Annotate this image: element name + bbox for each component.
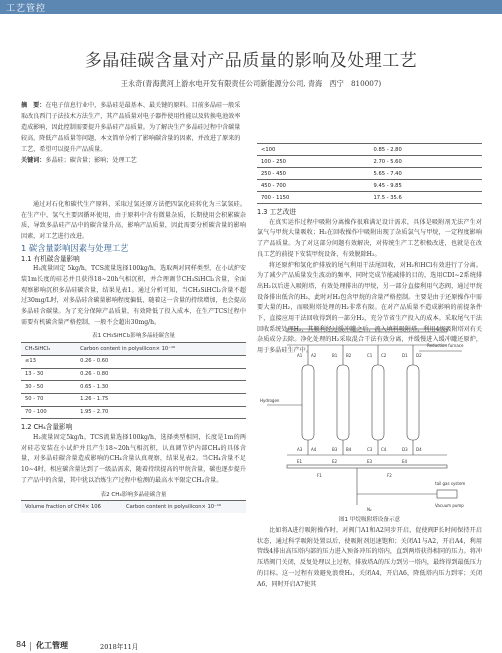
right-column-lower <box>257 526 482 590</box>
abstract-label: 摘 要： <box>21 102 46 109</box>
bottom-pipe <box>287 465 447 468</box>
table-row <box>257 144 482 156</box>
intro-paragraph: 通过对石化和碳代生产原料，采取过氢还原方法把四氯化硅转化为三氯氢硅。在生产中，氢气主要因循环使用，由于原料中含有微量杂质，长期使用会积累碳杂质，导致多晶硅产品中的碳含量升高，影响产品质量，因此需要分析碳含量的影响因素，对工艺进行改进。 <box>21 201 246 241</box>
section-tag: 工艺管控 <box>6 4 47 14</box>
table-2-header-row <box>21 500 246 513</box>
figure-explanation-paragraph: 比如将A进行吸附操作时，对阀门A1和A2同步开启，促使阀F长时间保持开启状态，通过科学吸附处置以后，使吸附剂迅速饱和；关闭A1与A2，开启A4，利用管线4排出高压塔内部的压力进入预备冲压的塔内，直到两塔获得相同的压力。将冲压塔阀门关闭，反复处理以上过程，排放塔A的压力到另一塔内，最终得到最低压力的目标。这一过程有效避免浪费H₂，关闭A4，开启A6，降低塔内压力到零；关闭A6，同时开启A7使其 <box>257 527 482 588</box>
valve-label: C3 <box>367 447 373 452</box>
table-row <box>21 368 246 381</box>
valve-label: D2 <box>416 353 422 358</box>
valve-label: B4 <box>346 447 352 452</box>
section-1-3-heading: 1.3 工艺改进 <box>257 208 296 216</box>
valve-label: A4 <box>311 447 317 452</box>
table-cell: 450 - 700 <box>257 180 370 192</box>
table-2-continued <box>257 143 482 204</box>
table-2-caption: 表2 CH₄影响多晶硅碳含量 <box>100 491 167 498</box>
issue-date: 2018年11月 <box>100 643 139 651</box>
table-1-caption: 表1 CH₃SiHCl₂影响多晶硅碳含量 <box>91 333 176 340</box>
figure-1-caption: 图1 甲烷吸附塔设备示意 <box>338 517 401 523</box>
hydrogen-label: Hydrogen <box>260 398 280 403</box>
table-cell: 9.45 - 9.85 <box>370 180 483 192</box>
valve-label: D1 <box>402 353 408 358</box>
table-1-header: Carbon content in polysilicon× 10⁻¹⁶ <box>76 343 246 356</box>
table-cell: 70 - 100 <box>21 406 76 419</box>
left-column <box>21 200 246 513</box>
valve-label: B1 <box>332 353 338 358</box>
author-line: 王永奇(青海黄河上游水电开发有限责任公司新能源分公司, 青海 西宁 810007) <box>120 79 382 88</box>
section-1-1-paragraph: H₂流量固定 5kg/h，TCS流量选择100kg/h，选取两对同样类型，在小试炉安装1m长度的硅芯并且获得18~20h气相沉积，并合理调节CH₃SiHCl₂含量，全面观察影响沉积多晶硅碳含量，结果见表1。通过分析可知，当CH₃SiHCl₂含量不超过30mg/L时，对多晶硅含碳量影响程度偏低，随着这一含量的持续增加，也会提高多晶硅含碳量。为了充分保障产品质量，有效降低了投入成本，在生产TCS过程中需要有机碳含量严格控制，一般不会超出30mg/h。 <box>21 265 246 326</box>
table-1-header: CH₃SiHCl₂ <box>21 343 76 356</box>
table-cell: 0.26 - 0.60 <box>76 355 246 368</box>
section-1-3-paragraph-b: 将还原炉和氢化炉排放的尾气利用干法尾回收，对H₂和HCl有效进行了分离。为了减少产品质量发生波动的频率，同时完成节能减排的目的，选用CDI~2系统排出H₂以后进入吸附塔，有效处理排出的甲烷，另一部分直接利用气态阀，通过甲烷设备排出低含的H₂，此时对H₂包含甲烷的含量严格控制。主要是由于还原操作中需要大量的H₂，而吸附塔处理的H₂非常有限。在对产品质量不造成影响的前提条件下，直接应用干法回收得到的一部分H₂，充分节省生产投入的成本。采取尾气干法回收系统处理H₂，其顺利经过缓冲罐之后，流入填料吸附塔，利用4级吸附塔对有关杂质成分去除。净化处理的H₂采取混合干法有效分离，并缓慢进入缓冲罐还原炉，用于多晶硅生产中。 <box>257 261 482 355</box>
table-cell: 50 - 70 <box>21 393 76 406</box>
table-cell: 2.70 - 5.60 <box>370 156 483 168</box>
vacuum-pump-label: Vacuum pump <box>435 503 464 508</box>
keywords-label: 关键词： <box>21 156 46 164</box>
table-cell: 700 - 1150 <box>257 192 370 204</box>
valve-label: A2 <box>311 353 317 358</box>
footer-divider <box>30 642 31 651</box>
table-cell: 1.95 - 2.70 <box>76 406 246 419</box>
valve-label: C1 <box>367 353 373 358</box>
n2-label: N₂ <box>367 507 372 512</box>
valve-label: E1 <box>297 459 303 464</box>
table-cell: 0.65 - 1.30 <box>76 381 246 394</box>
table-row <box>21 381 246 394</box>
table-cell: 30 - 50 <box>21 381 76 394</box>
table-cell: 5.65 - 7.40 <box>370 168 483 180</box>
page-number: 84 <box>16 640 27 649</box>
valve-label: D3 <box>402 447 408 452</box>
journal-logo: 化工管理 <box>36 641 68 650</box>
valve-label: C4 <box>381 447 387 452</box>
table-row <box>21 355 246 368</box>
valve-label: B3 <box>332 447 338 452</box>
table-row <box>257 156 482 168</box>
valve-label: F1 <box>317 473 322 478</box>
valve-label: A3 <box>297 447 303 452</box>
table-row <box>257 168 482 180</box>
valve-label: F2 <box>387 473 392 478</box>
abstract-text: 在电子信息行业中，多晶硅是最基本、最关键的原料。目前多晶硅一般采取改良西门子法技术方法生产，其产品质量对电子器件使用性能以及转换电池效率造成影响，因此控制需要提升多晶硅产品质量。为了解决生产多晶硅过程中含碳量较高，降低产品质量等问题，本文简单分析了影响碳含量的因素，并改进了原来的工艺，希望可以提升产品质量。 <box>21 102 241 153</box>
header-bar <box>0 0 502 14</box>
section-1-3-paragraph-a: 在真实运作过程中吸附分离操作很难满足设计需求，具体是吸附剂无法产生对氯气与甲烷大量吸收；H₂在回收操作中吸附出现了杂质氯气与甲烷，一定程度影响了产品质量。为了对这部分问题有效解决，对传统生产工艺积极改进，也就是在改良工艺的前提下安装甲烷设备，有效脱除H₂。 <box>257 218 482 258</box>
section-1-1-heading: 1.1 有机碳含量影响 <box>21 254 80 263</box>
table-cell: 0.26 - 0.80 <box>76 368 246 381</box>
valve-label: C2 <box>381 353 387 358</box>
table-row <box>257 192 482 204</box>
top-pipe <box>287 329 447 332</box>
tower-d <box>407 365 419 440</box>
table-cell: <100 <box>257 144 370 156</box>
article-title: 多晶硅碳含量对产品质量的影响及处理工艺 <box>84 51 418 71</box>
keywords-text: 多晶硅；碳含量；影响；处理工艺 <box>45 156 137 164</box>
reduction-furnace-label: Reduction furnace <box>427 343 464 348</box>
abstract <box>21 101 246 166</box>
valve-label: B2 <box>346 353 352 358</box>
table-cell: 250 - 450 <box>257 168 370 180</box>
figure-1 <box>257 315 482 525</box>
table-cell: 13 - 30 <box>21 368 76 381</box>
section-1-heading: 1 碳含量影响因素与处理工艺 <box>21 242 129 253</box>
tower-b <box>337 365 349 440</box>
valve-label: E3 <box>367 459 373 464</box>
table-row <box>257 180 482 192</box>
table-cell: 1.26 - 1.75 <box>76 393 246 406</box>
table-cell: 17.5 - 35.6 <box>370 192 483 204</box>
table-cell: 100 - 250 <box>257 156 370 168</box>
valve-label: D4 <box>416 447 422 452</box>
table-2-body <box>257 143 482 204</box>
valve-label: E4 <box>402 459 408 464</box>
table-cell: 0.85 - 2.80 <box>370 144 483 156</box>
table-1 <box>21 342 246 419</box>
valve-label: E2 <box>332 459 338 464</box>
tower-a <box>302 365 314 440</box>
vacuum-pump-box <box>437 490 457 498</box>
table-row <box>21 393 246 406</box>
table-2-header: Carbon content in polysilicon× 10⁻¹⁶ <box>122 501 246 513</box>
table-cell: ≤13 <box>21 355 76 368</box>
adsorption-tower-diagram <box>257 315 482 525</box>
section-1-2-paragraph: H₂流量固定5kg/h，TCS流量选择100kg/h，选择类型相同，长度是1m的两对硅芯安装在小试炉并且产生18~20h气相沉积，认真调节炉内部CH₄的具体含量，对多晶硅碳含量造成影响的CH₄含量认真观察，结果见表2。当CH₄含量不足10~4时，相应碳含量达到了一级品需求，随着持续提高的甲烷含量，碳也逐步提升了产品中的含量，其中犹以冶炼生产过程中检测的最高水平限定CH₄含量。 <box>21 434 246 484</box>
section-1-2-heading: 1.2 CH₄含量影响 <box>21 423 73 432</box>
tail-gas-label: tail gas system <box>435 481 466 486</box>
table-row <box>21 406 246 419</box>
valve-label: A1 <box>297 353 303 358</box>
tower-c <box>372 365 384 440</box>
table-2-header: Volume fraction of CH4× 106 <box>21 501 122 513</box>
